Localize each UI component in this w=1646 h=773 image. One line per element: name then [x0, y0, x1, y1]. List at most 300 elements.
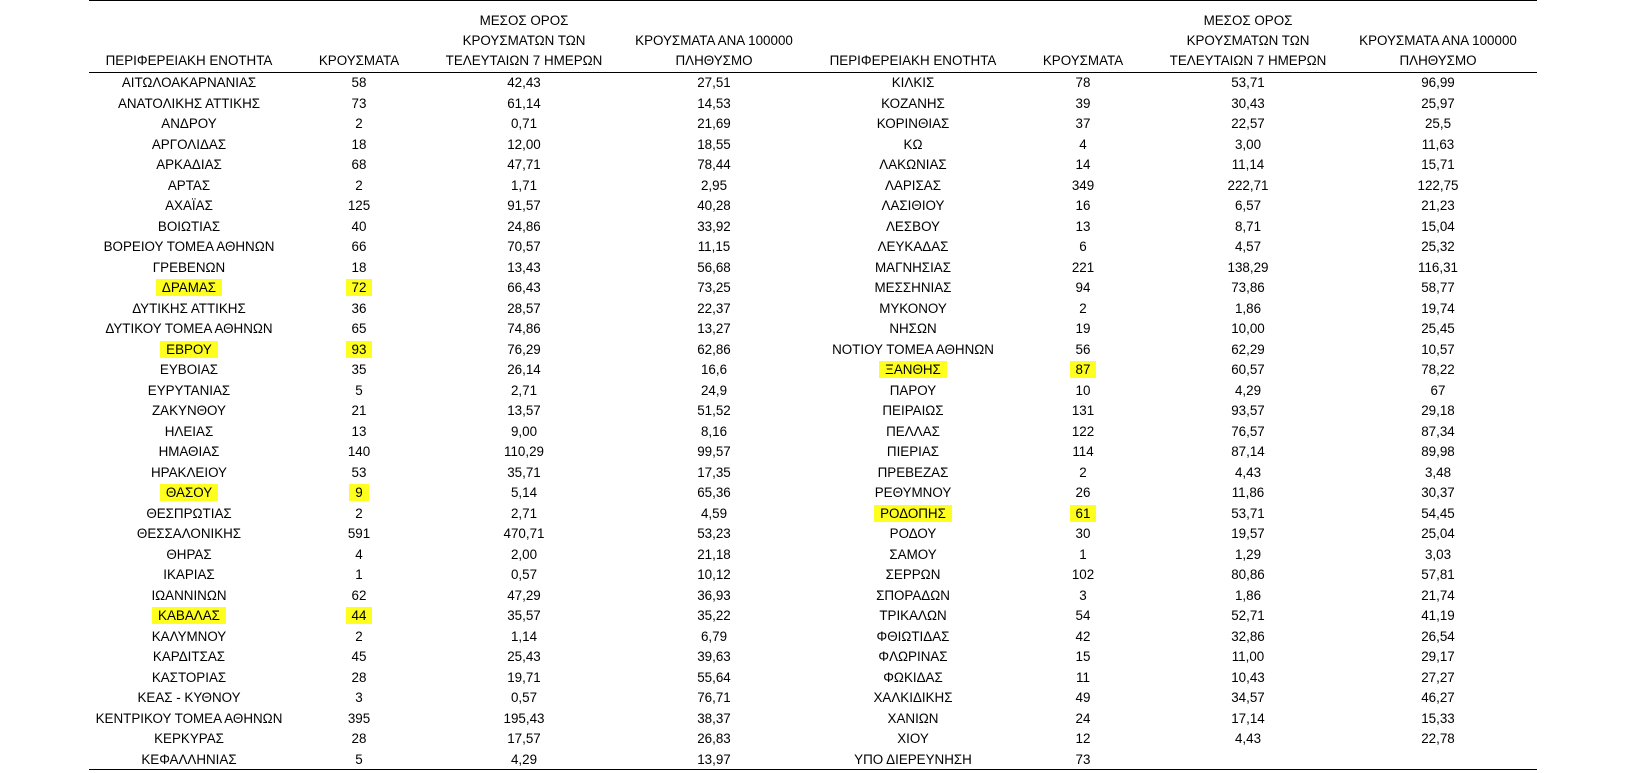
avg-7-days-cell: [429, 545, 619, 566]
region-cell: [89, 422, 289, 443]
cases-cell-text: 221: [1071, 259, 1095, 275]
avg-7-days-cell: [1153, 401, 1343, 422]
per-100k-cell-text: 78,22: [1421, 362, 1455, 377]
cases-cell-text: 3: [1079, 587, 1087, 603]
avg-7-days-cell-text: 8,71: [1234, 218, 1262, 234]
region-cell-text: ΕΥΒΟΙΑΣ: [159, 362, 219, 377]
per-100k-cell: [619, 709, 809, 730]
cases-cell-text: 35: [351, 362, 367, 377]
region-cell: [89, 278, 289, 299]
avg-7-days-cell: [429, 340, 619, 361]
per-100k-cell: [619, 155, 809, 176]
avg-7-days-cell-text: 19,71: [507, 669, 541, 685]
region-cell-text: ΞΑΝΘΗΣ: [879, 361, 947, 378]
region-cell-text: ΔΥΤΙΚΟΥ ΤΟΜΕΑ ΑΘΗΝΩΝ: [105, 321, 273, 336]
cases-cell-text: 12: [1075, 731, 1091, 746]
cases-cell: [1013, 729, 1153, 750]
per-100k-cell: [619, 319, 809, 340]
per-100k-cell-text: 116,31: [1418, 259, 1458, 275]
table-row: [813, 135, 1537, 156]
avg-7-days-cell-text: 47,29: [507, 587, 541, 603]
region-cell-text: ΖΑΚΥΝΘΟΥ: [152, 403, 226, 418]
cases-cell-text: 87: [1070, 361, 1097, 378]
avg-7-days-cell-text: 28,57: [507, 300, 541, 316]
region-cell-text: ΦΘΙΩΤΙΔΑΣ: [876, 628, 950, 644]
per-100k-cell: [1343, 750, 1533, 771]
cases-cell-text: 591: [347, 526, 371, 541]
cases-cell-text: 73: [351, 95, 367, 111]
per-100k-cell-text: 10,57: [1421, 341, 1455, 357]
avg-7-days-cell: [1153, 237, 1343, 258]
avg-7-days-cell-text: 1,14: [510, 628, 538, 644]
cases-cell: [1013, 401, 1153, 422]
avg-7-days-cell-text: 61,14: [507, 95, 541, 111]
cases-cell: [289, 442, 429, 463]
avg-7-days-cell: [1153, 155, 1343, 176]
per-100k-cell: [619, 94, 809, 115]
per-100k-cell: [1343, 155, 1533, 176]
left-header-row: [89, 0, 813, 72]
region-cell-text: ΘΗΡΑΣ: [166, 546, 212, 562]
table-row: [89, 668, 813, 689]
region-cell: [89, 586, 289, 607]
cases-cell-text: 9: [349, 484, 368, 501]
per-100k-cell-text: 54,45: [1421, 505, 1455, 521]
cases-cell-text: 131: [1071, 403, 1095, 418]
region-cell-text: ΧΑΝΙΩΝ: [887, 710, 939, 726]
region-cell: [813, 442, 1013, 463]
per-100k-cell-text: 25,32: [1421, 239, 1455, 254]
region-cell-text: ΚΑΒΑΛΑΣ: [152, 607, 226, 624]
region-cell: [813, 606, 1013, 627]
avg-7-days-cell-text: 2,71: [510, 382, 538, 398]
per-100k-cell-text: 96,99: [1421, 75, 1455, 90]
avg-7-days-cell: [429, 176, 619, 197]
per-100k-cell-text: 10,12: [697, 567, 731, 582]
table-row: [89, 401, 813, 422]
avg-7-days-cell-text: 35,57: [507, 608, 541, 623]
cases-cell: [289, 176, 429, 197]
region-cell: [813, 586, 1013, 607]
table-row: [89, 360, 813, 381]
cases-cell-text: 44: [346, 607, 373, 624]
per-100k-cell-text: 35,22: [697, 608, 731, 623]
per-100k-cell-text: 62,86: [697, 341, 731, 357]
region-cell: [813, 688, 1013, 709]
cases-cell: [289, 94, 429, 115]
table-row: [813, 524, 1537, 545]
cases-cell-text: 18: [351, 136, 367, 152]
region-cell-text: ΤΡΙΚΑΛΩΝ: [879, 608, 947, 623]
per-100k-cell-text: 14,53: [697, 95, 731, 111]
region-cell-text: ΘΕΣΣΑΛΟΝΙΚΗΣ: [136, 526, 242, 541]
per-100k-cell: [1343, 422, 1533, 443]
table-row: [89, 688, 813, 709]
cases-cell: [1013, 422, 1153, 443]
avg-7-days-cell-text: 470,71: [503, 526, 545, 541]
per-100k-cell-text: 33,92: [697, 218, 731, 234]
region-cell: [813, 135, 1013, 156]
avg-7-days-cell: [429, 709, 619, 730]
cases-cell-text: 40: [351, 218, 367, 234]
region-cell: [89, 155, 289, 176]
table-row: [89, 565, 813, 586]
avg-7-days-cell: [429, 606, 619, 627]
avg-7-days-cell: [1153, 729, 1343, 750]
avg-7-days-cell-text: 53,71: [1231, 75, 1265, 90]
per-100k-cell: [619, 442, 809, 463]
avg-7-days-cell: [1153, 299, 1343, 320]
region-cell-text: ΚΕΝΤΡΙΚΟΥ ΤΟΜΕΑ ΑΘΗΝΩΝ: [95, 710, 283, 726]
per-100k-cell: [1343, 299, 1533, 320]
cases-cell: [289, 729, 429, 750]
per-100k-cell-text: 53,23: [697, 526, 731, 541]
per-100k-cell-text: 3,48: [1424, 464, 1452, 480]
per-100k-cell: [619, 299, 809, 320]
avg-7-days-cell: [1153, 196, 1343, 217]
avg-7-days-cell-text: 12,00: [507, 136, 541, 152]
region-cell-text: ΑΡΤΑΣ: [167, 177, 211, 193]
region-cell-text: ΗΡΑΚΛΕΙΟΥ: [151, 464, 227, 480]
per-100k-cell: [1343, 545, 1533, 566]
avg-7-days-cell-text: 2,71: [510, 505, 538, 521]
region-cell-text: ΠΡΕΒΕΖΑΣ: [877, 464, 949, 480]
per-100k-cell-text: 57,81: [1421, 567, 1455, 582]
region-cell-text: ΥΠΟ ΔΙΕΡΕΥΝΗΣΗ: [854, 751, 972, 767]
avg-7-days-cell-text: 35,71: [507, 464, 541, 480]
region-cell: [89, 647, 289, 668]
avg-7-days-cell-text: 9,00: [510, 423, 538, 439]
per-100k-cell-text: 8,16: [700, 423, 728, 439]
cases-cell-text: 42: [1075, 628, 1091, 644]
avg-7-days-cell: [1153, 668, 1343, 689]
avg-7-days-cell: [1153, 114, 1343, 135]
cases-cell-text: 62: [351, 587, 367, 603]
header-cases: ΚΡΟΥΣΜΑΤΑ: [1042, 53, 1124, 68]
per-100k-cell: [619, 176, 809, 197]
cases-cell: [289, 360, 429, 381]
avg-7-days-cell-text: [1242, 751, 1254, 768]
cases-cell: [1013, 73, 1153, 94]
region-cell: [89, 196, 289, 217]
cases-cell: [289, 217, 429, 238]
avg-7-days-cell-text: 76,29: [507, 341, 541, 357]
cases-cell: [1013, 360, 1153, 381]
per-100k-cell: [619, 217, 809, 238]
avg-7-days-cell: [429, 258, 619, 279]
region-cell: [813, 524, 1013, 545]
avg-7-days-cell-text: 110,29: [504, 444, 544, 459]
per-100k-cell-text: 40,28: [697, 198, 731, 213]
avg-7-days-cell: [1153, 73, 1343, 94]
avg-7-days-cell-text: 4,57: [1234, 239, 1262, 254]
cases-cell: [289, 463, 429, 484]
right-header-row: [813, 0, 1537, 72]
region-cell-text: ΚΕΦΑΛΛΗΝΙΑΣ: [141, 751, 237, 767]
table-row: [813, 422, 1537, 443]
avg-7-days-cell-text: 25,43: [507, 649, 541, 664]
cases-cell-text: 13: [1075, 218, 1091, 234]
region-cell: [89, 114, 289, 135]
cases-cell-text: 5: [355, 382, 363, 398]
region-cell: [89, 709, 289, 730]
cases-cell: [289, 422, 429, 443]
region-cell-text: ΛΑΚΩΝΙΑΣ: [879, 157, 947, 172]
region-cell-text: ΘΕΣΠΡΩΤΙΑΣ: [146, 505, 232, 521]
avg-7-days-cell-text: 4,29: [510, 751, 538, 767]
region-cell-text: ΒΟΙΩΤΙΑΣ: [157, 218, 221, 234]
cases-cell: [289, 340, 429, 361]
per-100k-cell: [1343, 606, 1533, 627]
avg-7-days-cell-text: 22,57: [1231, 116, 1265, 131]
table-row: [89, 442, 813, 463]
cases-cell: [289, 565, 429, 586]
cases-cell-text: 45: [351, 649, 367, 664]
header-cases-per-100k: ΚΡΟΥΣΜΑΤΑ ΑΝΑ 100000 ΠΛΗΘΥΣΜΟ: [635, 33, 793, 68]
avg-7-days-cell: [1153, 750, 1343, 771]
per-100k-cell-text: 17,35: [697, 464, 731, 480]
table-row: [813, 114, 1537, 135]
avg-7-days-cell: [429, 668, 619, 689]
per-100k-cell: [619, 401, 809, 422]
cases-cell: [1013, 606, 1153, 627]
region-cell: [89, 750, 289, 771]
cases-cell: [1013, 442, 1153, 463]
region-cell: [813, 73, 1013, 94]
avg-7-days-cell: [429, 196, 619, 217]
avg-7-days-cell: [429, 750, 619, 771]
avg-7-days-cell: [1153, 422, 1343, 443]
avg-7-days-cell: [429, 442, 619, 463]
region-cell: [813, 401, 1013, 422]
per-100k-cell: [1343, 176, 1533, 197]
table-row: [813, 606, 1537, 627]
cases-cell: [289, 381, 429, 402]
per-100k-cell-text: 13,97: [697, 751, 731, 767]
region-cell-text: ΑΝΑΤΟΛΙΚΗΣ ΑΤΤΙΚΗΣ: [117, 95, 261, 111]
region-cell-text: ΗΛΕΙΑΣ: [164, 423, 214, 439]
region-cell: [813, 504, 1013, 525]
per-100k-cell-text: 25,04: [1421, 526, 1455, 541]
table-row: [89, 196, 813, 217]
cases-cell-text: 102: [1071, 567, 1095, 582]
cases-cell-text: 28: [351, 669, 367, 685]
per-100k-cell-text: 29,17: [1421, 649, 1455, 664]
table-row: [89, 73, 813, 94]
region-cell: [89, 688, 289, 709]
region-cell-text: ΛΑΣΙΘΙΟΥ: [881, 198, 945, 213]
region-cell-text: ΚΕΑΣ - ΚΥΘΝΟΥ: [137, 690, 241, 705]
region-cell-text: ΚΟΡΙΝΘΙΑΣ: [876, 116, 950, 131]
cases-cell-text: 66: [351, 239, 367, 254]
region-cell: [813, 463, 1013, 484]
avg-7-days-cell-text: 73,86: [1231, 280, 1265, 295]
table-row: [813, 299, 1537, 320]
cases-cell: [1013, 688, 1153, 709]
cases-cell: [1013, 504, 1153, 525]
cases-cell-text: 68: [351, 157, 367, 172]
cases-cell-text: 26: [1075, 485, 1091, 500]
per-100k-cell-text: 15,04: [1421, 218, 1455, 234]
avg-7-days-cell-text: 30,43: [1231, 95, 1265, 111]
table-row: [813, 73, 1537, 94]
region-cell-text: ΣΕΡΡΩΝ: [885, 567, 941, 582]
region-cell: [813, 278, 1013, 299]
per-100k-cell-text: 25,5: [1424, 116, 1452, 131]
region-cell: [89, 442, 289, 463]
table-row: [89, 709, 813, 730]
avg-7-days-cell: [1153, 504, 1343, 525]
cases-cell-text: 6: [1079, 239, 1087, 254]
region-cell-text: ΚΑΡΔΙΤΣΑΣ: [152, 649, 226, 664]
avg-7-days-cell-text: 47,71: [507, 157, 541, 172]
avg-7-days-cell-text: 2,00: [510, 546, 538, 562]
cases-cell-text: 3: [355, 690, 363, 705]
cases-cell: [1013, 627, 1153, 648]
per-100k-cell-text: 41,19: [1421, 608, 1455, 623]
cases-cell-text: 10: [1075, 382, 1091, 398]
cases-cell-text: 122: [1071, 423, 1095, 439]
cases-cell: [1013, 565, 1153, 586]
cases-cell: [289, 668, 429, 689]
table-row: [813, 155, 1537, 176]
table-row: [89, 463, 813, 484]
region-cell-text: ΚΩ: [903, 136, 923, 152]
per-100k-cell-text: 122,75: [1417, 177, 1459, 193]
cases-cell-text: 30: [1075, 526, 1091, 541]
cases-cell: [1013, 176, 1153, 197]
per-100k-cell: [1343, 627, 1533, 648]
table-row: [813, 545, 1537, 566]
cases-cell-text: 114: [1072, 444, 1094, 459]
table-row: [89, 135, 813, 156]
cases-cell: [289, 647, 429, 668]
avg-7-days-cell-text: 34,57: [1231, 690, 1265, 705]
table-row: [89, 340, 813, 361]
region-cell: [813, 729, 1013, 750]
per-100k-cell-text: 22,78: [1421, 731, 1455, 746]
avg-7-days-cell-text: 60,57: [1231, 362, 1265, 377]
region-cell-text: ΜΕΣΣΗΝΙΑΣ: [874, 280, 952, 295]
table-row: [813, 196, 1537, 217]
region-cell-text: ΜΑΓΝΗΣΙΑΣ: [874, 259, 951, 275]
cases-cell: [1013, 237, 1153, 258]
avg-7-days-cell-text: 4,43: [1234, 464, 1262, 480]
avg-7-days-cell: [429, 278, 619, 299]
region-cell: [813, 155, 1013, 176]
per-100k-cell: [619, 688, 809, 709]
cases-cell: [289, 258, 429, 279]
avg-7-days-cell-text: 24,86: [507, 218, 541, 234]
cases-cell-text: 13: [351, 423, 367, 439]
table-row: [89, 524, 813, 545]
per-100k-cell: [619, 463, 809, 484]
table-row: [89, 729, 813, 750]
region-cell-text: ΒΟΡΕΙΟΥ ΤΟΜΕΑ ΑΘΗΝΩΝ: [103, 239, 275, 254]
per-100k-cell-text: 55,64: [697, 669, 731, 685]
table-row: [813, 709, 1537, 730]
cases-cell-text: 37: [1075, 116, 1091, 131]
avg-7-days-cell: [1153, 258, 1343, 279]
table-row: [89, 278, 813, 299]
per-100k-cell: [619, 483, 809, 504]
avg-7-days-cell: [1153, 565, 1343, 586]
cases-cell-text: 19: [1075, 321, 1091, 336]
per-100k-cell-text: 76,71: [697, 690, 731, 705]
per-100k-cell: [619, 135, 809, 156]
per-100k-cell: [1343, 729, 1533, 750]
per-100k-cell: [619, 114, 809, 135]
avg-7-days-cell: [1153, 688, 1343, 709]
cases-cell-text: 58: [351, 75, 367, 90]
header-region: ΠΕΡΙΦΕΡΕΙΑΚΗ ΕΝΟΤΗΤΑ: [829, 53, 997, 68]
avg-7-days-cell-text: 5,14: [510, 485, 538, 500]
table-row: [89, 155, 813, 176]
table-row: [813, 647, 1537, 668]
per-100k-cell: [619, 606, 809, 627]
avg-7-days-cell-text: 26,14: [507, 362, 541, 377]
per-100k-cell: [619, 278, 809, 299]
region-cell: [813, 545, 1013, 566]
region-cell-text: ΔΡΑΜΑΣ: [156, 279, 222, 296]
region-cell-text: ΑΡΚΑΔΙΑΣ: [156, 157, 222, 172]
per-100k-cell: [619, 258, 809, 279]
cases-cell: [1013, 463, 1153, 484]
region-cell: [813, 483, 1013, 504]
region-cell-text: ΚΑΛΥΜΝΟΥ: [151, 628, 227, 644]
cases-cell: [289, 114, 429, 135]
table-row: [813, 401, 1537, 422]
cases-cell-text: 15: [1075, 649, 1091, 664]
region-cell-text: ΧΑΛΚΙΔΙΚΗΣ: [873, 690, 953, 705]
avg-7-days-cell-text: 17,57: [507, 731, 541, 746]
table-row: [813, 360, 1537, 381]
avg-7-days-cell: [429, 217, 619, 238]
avg-7-days-cell-text: 17,14: [1231, 710, 1265, 726]
avg-7-days-cell-text: 1,86: [1234, 587, 1262, 603]
cases-cell: [1013, 135, 1153, 156]
cases-cell: [1013, 114, 1153, 135]
table-row: [89, 422, 813, 443]
avg-7-days-cell: [429, 73, 619, 94]
avg-7-days-cell-text: 0,57: [510, 567, 538, 582]
table-row: [813, 463, 1537, 484]
table-row: [89, 319, 813, 340]
avg-7-days-cell-text: 4,43: [1234, 731, 1262, 746]
table-row: [813, 176, 1537, 197]
avg-7-days-cell: [1153, 278, 1343, 299]
region-cell-text: ΘΑΣΟΥ: [160, 484, 218, 501]
avg-7-days-cell: [429, 627, 619, 648]
region-cell-text: ΓΡΕΒΕΝΩΝ: [152, 259, 226, 275]
avg-7-days-cell: [1153, 709, 1343, 730]
per-100k-cell-text: 21,74: [1421, 587, 1455, 603]
avg-7-days-cell: [429, 299, 619, 320]
cases-cell: [1013, 524, 1153, 545]
cases-cell: [1013, 668, 1153, 689]
per-100k-cell-text: 27,51: [697, 75, 731, 90]
avg-7-days-cell: [429, 729, 619, 750]
cases-cell-text: 11: [1076, 669, 1090, 685]
cases-cell-text: 2: [355, 505, 363, 521]
region-cell: [813, 381, 1013, 402]
region-cell: [813, 627, 1013, 648]
per-100k-cell: [619, 196, 809, 217]
region-cell-text: ΙΩΑΝΝΙΝΩΝ: [151, 587, 227, 603]
per-100k-cell-text: 15,71: [1421, 157, 1455, 172]
table-row: [813, 688, 1537, 709]
avg-7-days-cell-text: 0,57: [510, 690, 538, 705]
